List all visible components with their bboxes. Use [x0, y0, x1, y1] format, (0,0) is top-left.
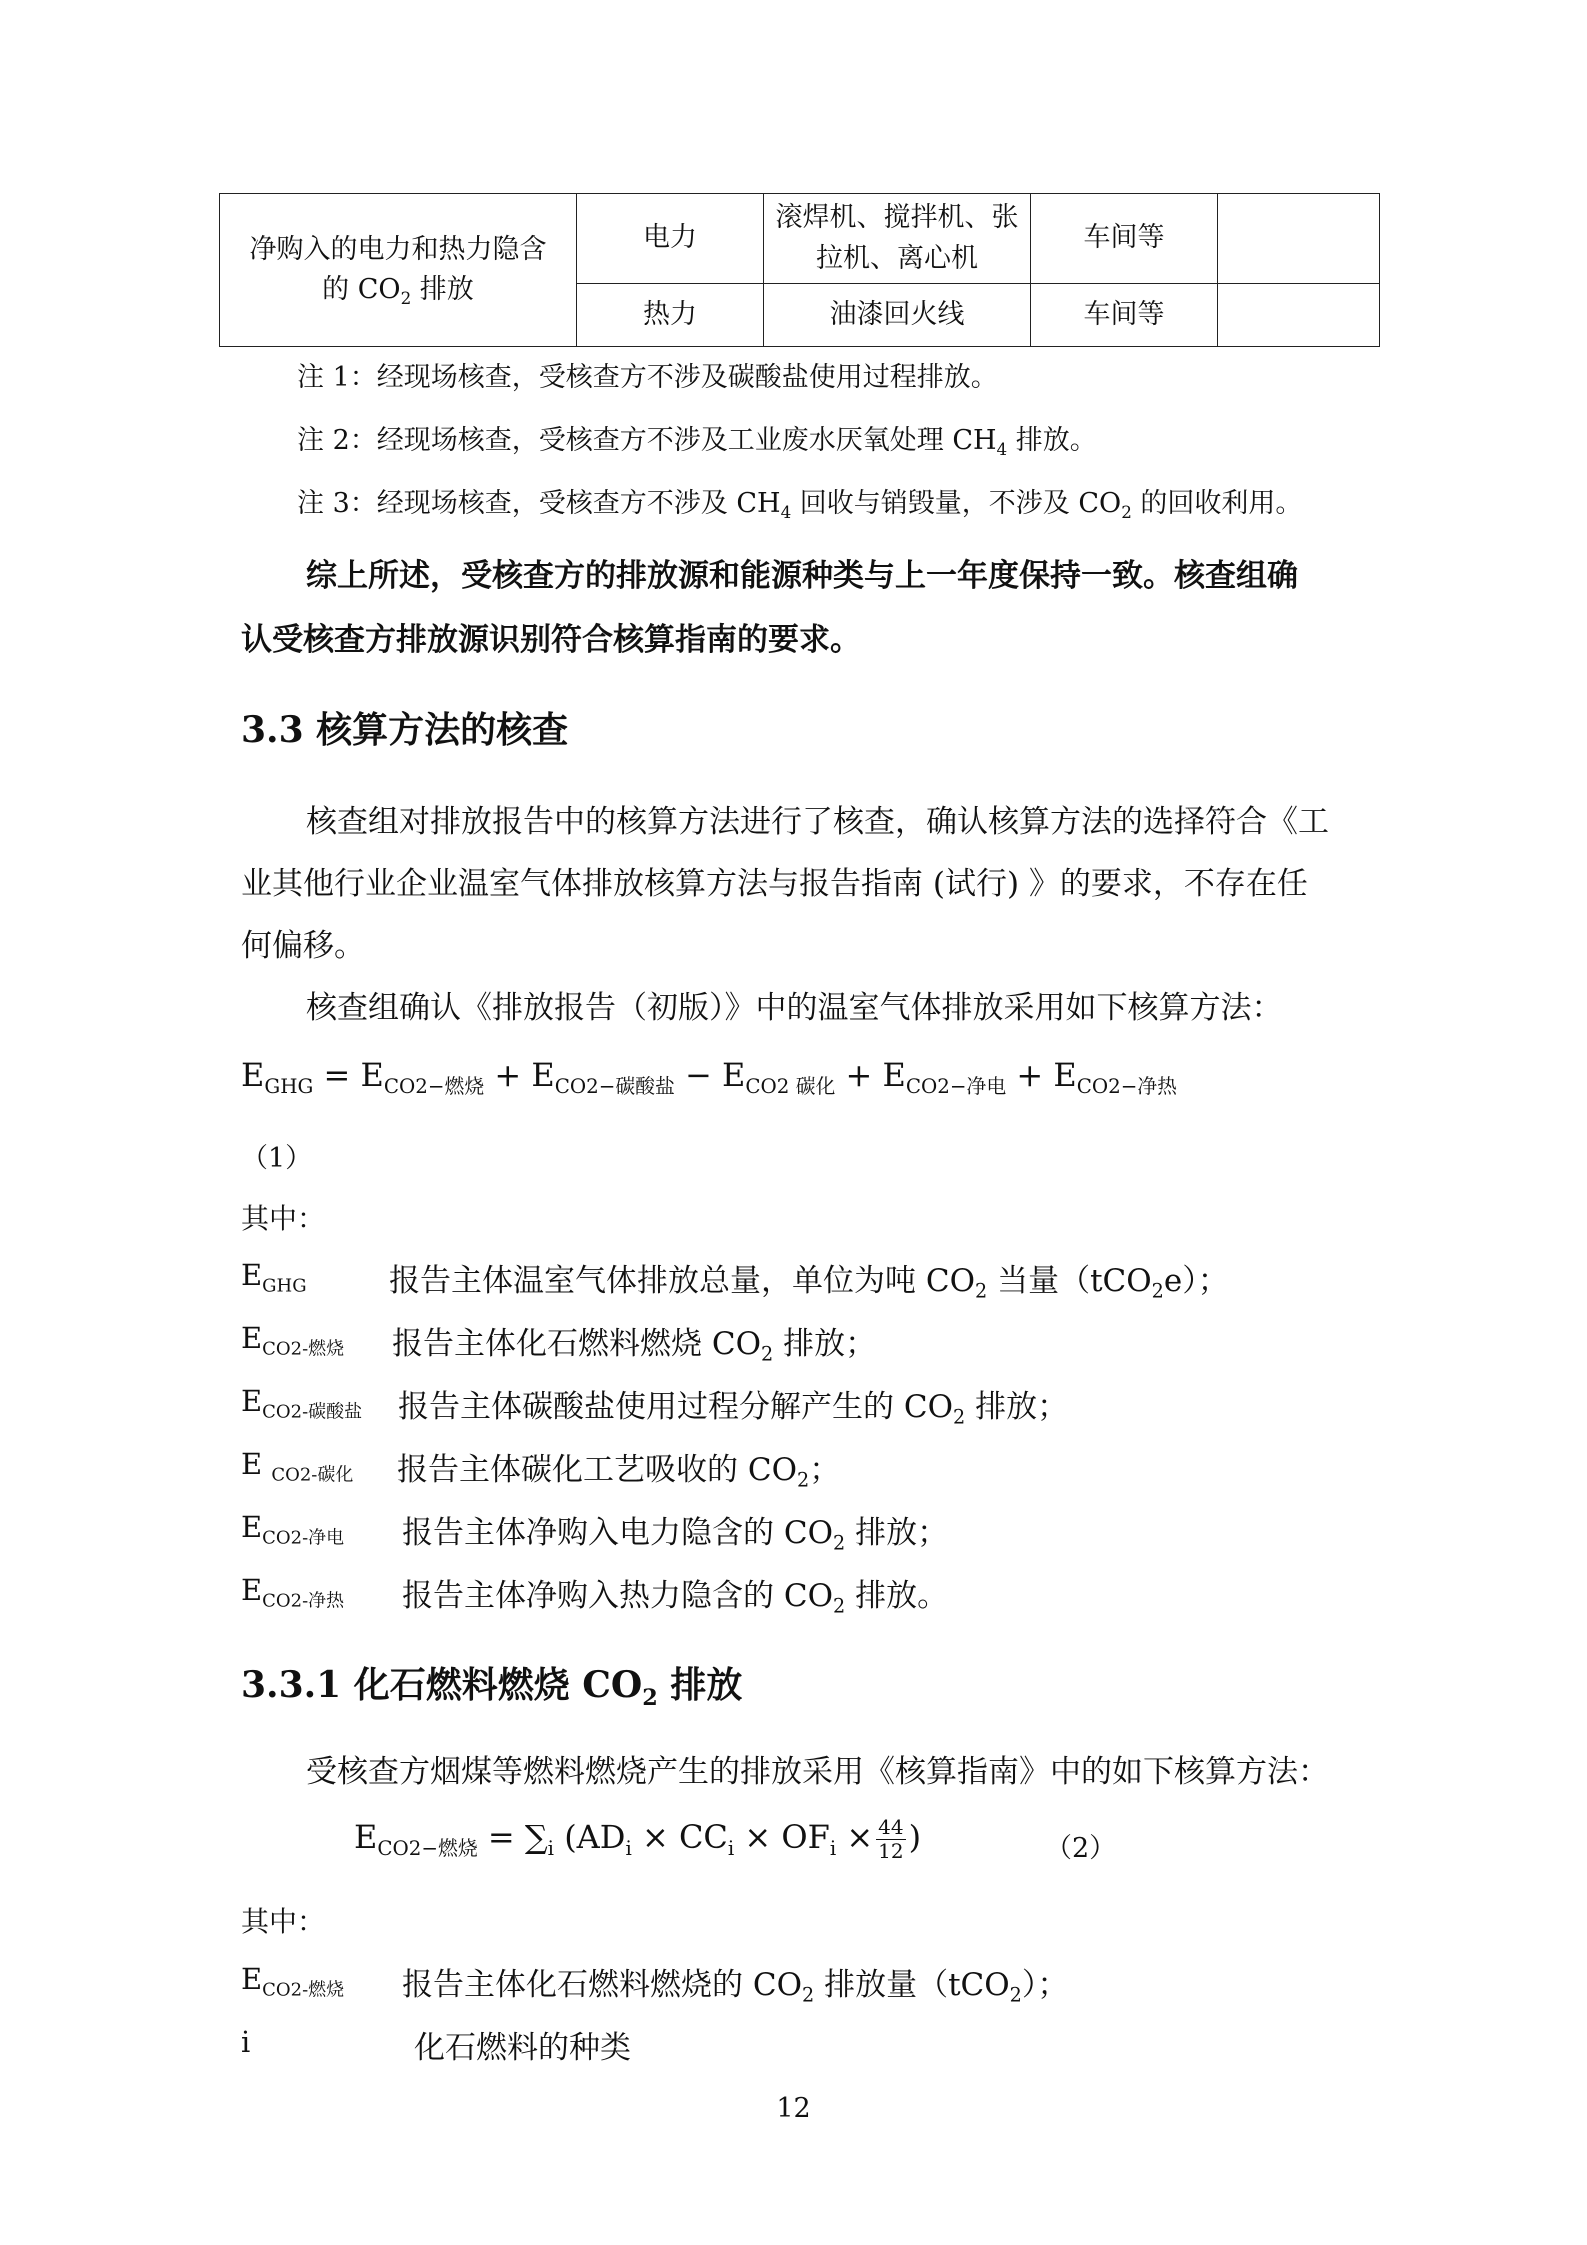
table-cell-energy: 电力 [577, 194, 764, 284]
definition-text: 报告主体化石燃料燃烧 $CO_2$ 排放； [392, 1326, 877, 1366]
equation-2-number: （2） [1045, 1833, 1117, 1864]
definition-symbol: $E_{GHG}$ [241, 1258, 307, 1297]
table-cell-extra [1218, 194, 1380, 284]
table-cell-facility: 油漆回火线 [764, 284, 1031, 347]
table-row [220, 194, 1380, 284]
equation-1: $E_{GHG} = E_{CO2-燃烧} + E_{CO2-碳酸盐} - E_{CO2 碳化} + E_{CO2-净电} + E_{CO2-净热}$ [241, 1056, 1178, 1098]
fraction: $\frac{44}{12}$ [878, 1815, 904, 1863]
definition-symbol: i [241, 2025, 251, 2059]
definition-text: 报告主体碳酸盐使用过程分解产生的 $CO_2$ 排放； [398, 1389, 1069, 1429]
definition-symbol: $E_{CO2-燃烧}$ [241, 1962, 345, 2001]
section-heading-3-3-1: 3.3.1 化石燃料燃烧 $CO_2$ 排放 [241, 1664, 743, 1711]
table-cell-location: 车间等 [1031, 284, 1218, 347]
emission-source-table [219, 193, 1380, 347]
definition-text: 化石燃料的种类 [414, 2030, 631, 2066]
note-1: 注 1：经现场核查，受核查方不涉及碳酸盐使用过程排放。 [297, 362, 998, 393]
note-3: 注 3：经现场核查，受核查方不涉及 $CH_4$ 回收与销毁量，不涉及 $CO_2$ 的回收利用。 [297, 488, 1303, 522]
category-line2: 的 $CO_2$ 排放 [322, 274, 474, 308]
equation-1-number: （1） [241, 1143, 313, 1174]
definition-symbol: $E_{CO2-净热}$ [241, 1573, 345, 1612]
note-2: 注 2：经现场核查，受核查方不涉及工业废水厌氧处理 $CH_4$ 排放。 [297, 425, 1097, 459]
definition-symbol: $E_{CO2-碳酸盐}$ [241, 1384, 363, 1423]
table-cell-facility: 滚焊机、搅拌机、张 拉机、离心机 [764, 194, 1031, 284]
paragraph-line: 何偏移。 [241, 928, 365, 964]
definition-symbol: E $_{CO2-碳化}$ [241, 1447, 354, 1486]
definition-symbol: $E_{CO2-净电}$ [241, 1510, 345, 1549]
definition-symbol: $E_{CO2-燃烧}$ [241, 1321, 345, 1360]
equation-2: $E_{CO2-燃烧} = \sum_i$ ($AD_i \times CC_i \times OF_i$ × $\frac{44}{12}$ ) [354, 1815, 922, 1863]
paragraph-line: 受核查方烟煤等燃料燃烧产生的排放采用《核算指南》中的如下核算方法： [306, 1754, 1329, 1790]
page-number: 12 [776, 2093, 811, 2124]
definition-text: 报告主体温室气体排放总量，单位为吨 $CO_2$ 当量（tCO$_2$e）； [389, 1263, 1229, 1303]
definition-text: 报告主体净购入电力隐含的 $CO_2$ 排放； [402, 1515, 949, 1555]
where-label: 其中： [241, 1202, 326, 1235]
table-cell-location: 车间等 [1031, 194, 1218, 284]
table-cell-energy: 热力 [577, 284, 764, 347]
definition-text: 报告主体碳化工艺吸收的 $CO_2$； [397, 1452, 841, 1492]
summary-line2: 认受核查方排放源识别符合核算指南的要求。 [241, 622, 861, 658]
paragraph-line: 核查组确认《排放报告（初版）》中的温室气体排放采用如下核算方法： [306, 990, 1283, 1026]
category-line1: 净购入的电力和热力隐含 [249, 233, 547, 265]
paragraph-line: 核查组对排放报告中的核算方法进行了核查，确认核算方法的选择符合《工 [306, 804, 1329, 840]
table-cell-category [220, 194, 577, 347]
section-heading-3-3: 3.3 核算方法的核查 [241, 709, 569, 751]
summary-line1: 综上所述，受核查方的排放源和能源种类与上一年度保持一致。核查组确 [306, 558, 1298, 594]
table-cell-extra [1218, 284, 1380, 347]
definition-text: 报告主体净购入热力隐含的 $CO_2$ 排放。 [402, 1578, 949, 1618]
paragraph-line: 业其他行业企业温室气体排放核算方法与报告指南 (试行) 》的要求，不存在任 [241, 866, 1308, 902]
definition-text: 报告主体化石燃料燃烧的 $CO_2$ 排放量（tCO$_2$）； [402, 1967, 1069, 2007]
where-label: 其中： [241, 1905, 326, 1938]
